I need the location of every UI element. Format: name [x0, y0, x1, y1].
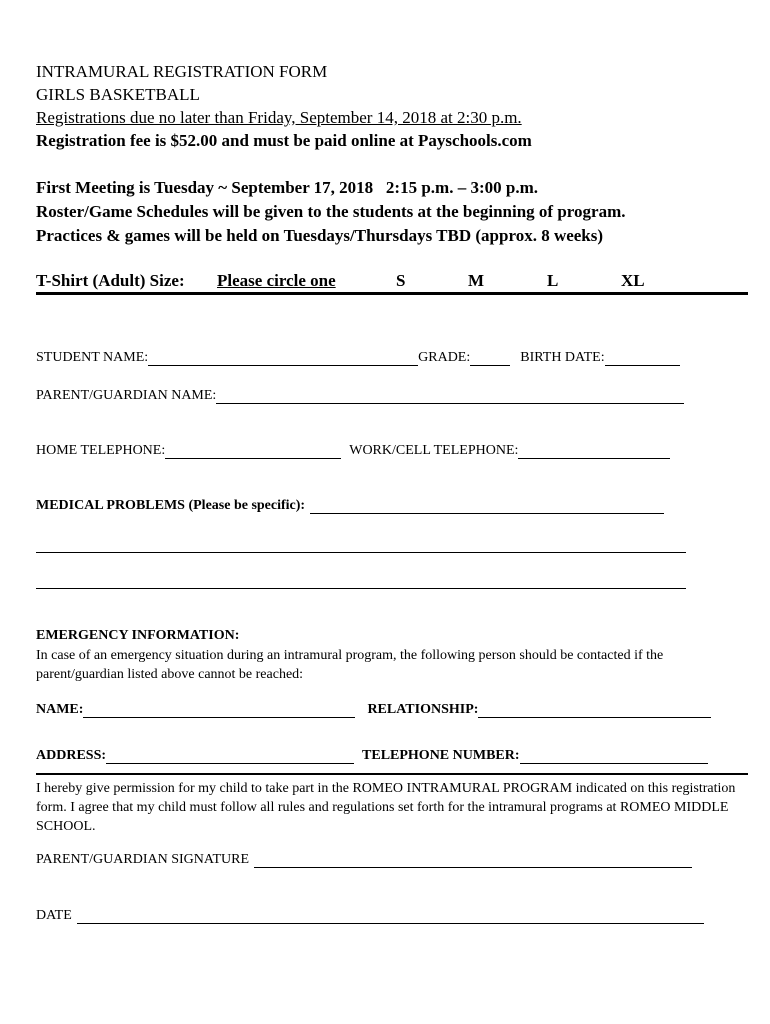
- medical-line-3[interactable]: [36, 588, 686, 589]
- signature-row: [36, 852, 692, 868]
- medical-problems-field[interactable]: [310, 499, 664, 514]
- emergency-name-row: [36, 702, 711, 718]
- relationship-label: RELATIONSHIP:: [367, 702, 479, 717]
- form-subtitle: GIRLS BASKETBALL: [36, 85, 200, 104]
- signature-field[interactable]: [254, 853, 692, 868]
- telephone-number-field[interactable]: [520, 749, 708, 764]
- section-divider: [36, 292, 748, 295]
- first-meeting-info: First Meeting is Tuesday ~ September 17, 2018 2:15 p.m. – 3:00 p.m.: [36, 178, 538, 197]
- permission-text: I hereby give permission for my child to take part in the ROMEO INTRAMURAL PROGRAM indicated on this registration form. I agree that my child must follow all rules and regulations set forth for the intramural programs at ROMEO MIDDLE SCHOOL.: [36, 781, 736, 834]
- student-info-row: [36, 350, 680, 366]
- birth-date-field[interactable]: [605, 351, 680, 366]
- medical-problems-label: MEDICAL PROBLEMS (Please be specific):: [36, 498, 306, 513]
- home-telephone-label: HOME TELEPHONE:: [36, 443, 166, 458]
- grade-field[interactable]: [470, 351, 510, 366]
- size-option-s[interactable]: S: [396, 271, 406, 290]
- grade-label: GRADE:: [418, 350, 471, 365]
- date-row: [36, 908, 704, 924]
- student-name-label: STUDENT NAME:: [36, 350, 149, 365]
- parent-name-label: PARENT/GUARDIAN NAME:: [36, 388, 217, 403]
- registration-deadline: Registrations due no later than Friday, September 14, 2018 at 2:30 p.m.: [36, 108, 522, 127]
- emergency-text: In case of an emergency situation during an intramural program, the following person should be contacted if the parent/guardian listed above cannot be reached:: [36, 648, 664, 682]
- size-option-l[interactable]: L: [547, 271, 559, 290]
- tshirt-instruction: Please circle one: [217, 271, 336, 290]
- size-option-m[interactable]: M: [468, 271, 485, 290]
- student-name-field[interactable]: [148, 351, 418, 366]
- parent-name-field[interactable]: [216, 389, 684, 404]
- date-label: DATE: [36, 908, 72, 923]
- relationship-field[interactable]: [478, 703, 711, 718]
- tshirt-size-label: T-Shirt (Adult) Size:: [36, 271, 185, 290]
- medical-line-2[interactable]: [36, 552, 686, 553]
- parent-name-row: [36, 388, 684, 404]
- work-telephone-label: WORK/CELL TELEPHONE:: [349, 443, 519, 458]
- home-telephone-field[interactable]: [165, 444, 341, 459]
- permission-divider: [36, 773, 748, 775]
- emergency-name-label: NAME:: [36, 702, 84, 717]
- work-telephone-field[interactable]: [518, 444, 670, 459]
- size-option-xl[interactable]: XL: [621, 271, 645, 290]
- registration-fee: Registration fee is $52.00 and must be paid online at Payschools.com: [36, 131, 532, 150]
- signature-label: PARENT/GUARDIAN SIGNATURE: [36, 852, 249, 867]
- form-title: INTRAMURAL REGISTRATION FORM: [36, 62, 328, 81]
- roster-info: Roster/Game Schedules will be given to the students at the beginning of program.: [36, 202, 626, 221]
- medical-row: [36, 498, 664, 514]
- address-field[interactable]: [106, 749, 354, 764]
- birth-date-label: BIRTH DATE:: [520, 350, 605, 365]
- emergency-address-row: [36, 748, 708, 764]
- telephone-number-label: TELEPHONE NUMBER:: [362, 748, 520, 763]
- address-label: ADDRESS:: [36, 748, 107, 763]
- practices-info: Practices & games will be held on Tuesdays/Thursdays TBD (approx. 8 weeks): [36, 226, 604, 245]
- emergency-heading: EMERGENCY INFORMATION:: [36, 628, 240, 643]
- telephone-row: [36, 443, 670, 459]
- date-field[interactable]: [77, 909, 704, 924]
- emergency-name-field[interactable]: [83, 703, 355, 718]
